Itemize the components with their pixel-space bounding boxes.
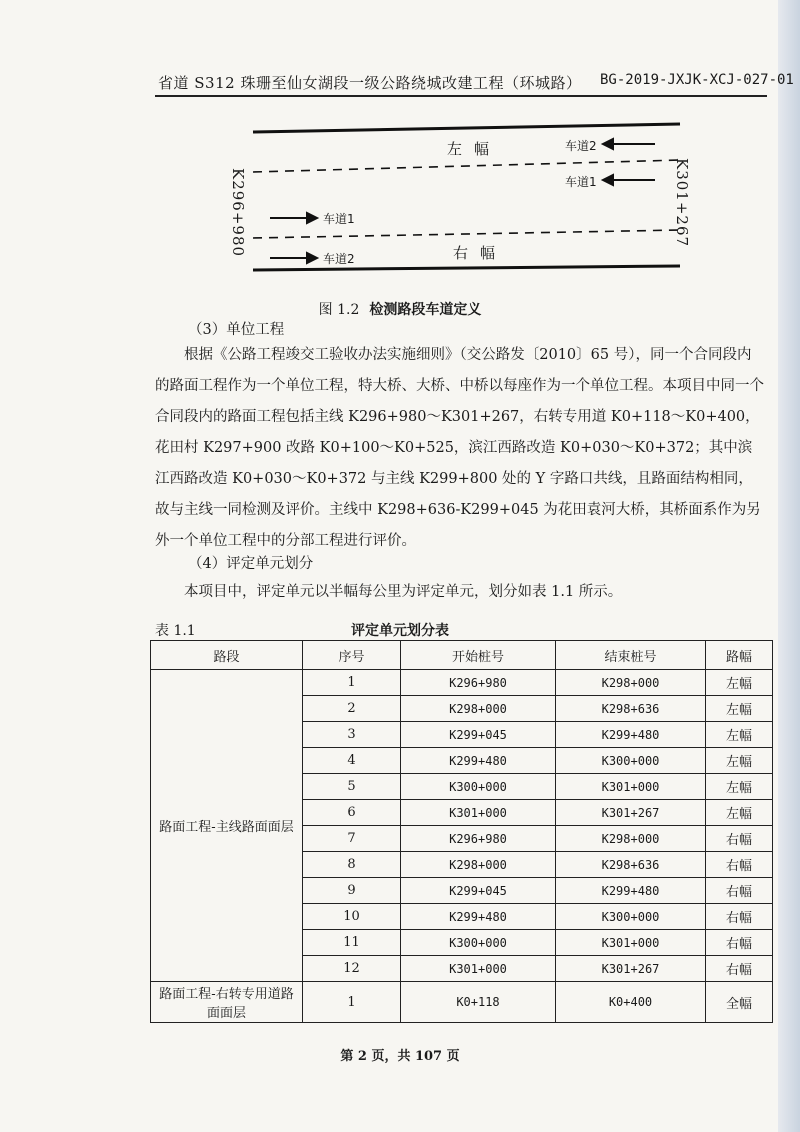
cell: 8: [303, 852, 401, 878]
table-number: 表 1.1: [155, 623, 196, 639]
cell: K298+000: [401, 696, 556, 722]
cell: 1: [303, 670, 401, 696]
col-header: 开始桩号: [401, 641, 556, 670]
cell: 左幅: [706, 696, 773, 722]
cell: 左幅: [706, 722, 773, 748]
cell: 左幅: [706, 774, 773, 800]
col-header: 结束桩号: [556, 641, 706, 670]
cell: K299+045: [401, 878, 556, 904]
cell: 全幅: [706, 982, 773, 1023]
table-title: 评定单元划分表: [351, 623, 449, 639]
cell: K0+400: [556, 982, 706, 1023]
right-side-label: 右幅: [453, 244, 508, 262]
cell: 右幅: [706, 904, 773, 930]
cell: 4: [303, 748, 401, 774]
cell: 10: [303, 904, 401, 930]
col-header: 路段: [151, 641, 303, 670]
start-stake-label: K296+980: [229, 168, 247, 258]
cell: K298+636: [556, 852, 706, 878]
cell: K296+980: [401, 670, 556, 696]
cell: 9: [303, 878, 401, 904]
cell: K300+000: [401, 774, 556, 800]
scan-edge: [778, 0, 800, 1132]
cell: 7: [303, 826, 401, 852]
cell: K300+000: [556, 904, 706, 930]
cell: 5: [303, 774, 401, 800]
cell: 右幅: [706, 878, 773, 904]
page-footer: 第 2 页，共 107 页: [340, 1049, 460, 1064]
cell: K301+000: [401, 956, 556, 982]
section-3-body: 根据《公路工程竣交工验收办法实施细则》（交公路发〔2010〕65 号），同一个合同段内的路面工程作为一个单位工程，特大桥、大桥、中桥以每座作为一个单位工程。本项目中同一个合同段内的路面工程包括主线 K296+980～K301+267，右转专用道 K0+118～K0+400，花田村 K297+900 改路 K0+100～K0+525，滨江西路改造 K0+030～K0+372；其中滨江西路改造 K0+030～K0+372 与主线 K299+800 处的 Y 字路口共线，且路面结构相同，故与主线一同检测及评价。主线中 K298+636-K299+045 为花田袁河大桥，其桥面系作为另外一个单位工程中的分部工程进行评价。: [155, 347, 764, 549]
cell: 12: [303, 956, 401, 982]
cell: 2: [303, 696, 401, 722]
cell: 3: [303, 722, 401, 748]
cell: K298+000: [556, 826, 706, 852]
section-3-heading: （3）单位工程: [188, 322, 285, 338]
lane-label-left-1: 车道1: [565, 175, 597, 189]
lane-label-right-2: 车道2: [323, 252, 355, 266]
lane-diagram: [225, 118, 705, 293]
cell: 左幅: [706, 748, 773, 774]
figure-title: 检测路段车道定义: [369, 302, 482, 318]
cell: K301+000: [556, 774, 706, 800]
evaluation-unit-table: [150, 640, 773, 1023]
cell: 左幅: [706, 800, 773, 826]
cell: K296+980: [401, 826, 556, 852]
cell: K300+000: [556, 748, 706, 774]
cell: K301+267: [556, 800, 706, 826]
cell: 左幅: [706, 670, 773, 696]
end-stake-label: K301+267: [673, 158, 691, 248]
cell: K299+480: [556, 878, 706, 904]
section-4-body: 本项目中，评定单元以半幅每公里为评定单元，划分如表 1.1 所示。: [184, 584, 623, 600]
lane-label-left-2: 车道2: [565, 139, 597, 153]
table-header-row: [151, 641, 773, 670]
section-4-heading: （4）评定单元划分: [188, 556, 314, 572]
cell: K299+480: [556, 722, 706, 748]
left-side-label: 左幅: [447, 140, 502, 158]
figure-number: 图 1.2: [318, 302, 360, 318]
cell: K300+000: [401, 930, 556, 956]
header-report-code: BG-2019-JXJK-XCJ-027-01: [600, 72, 794, 88]
cell: 右幅: [706, 826, 773, 852]
cell: 右幅: [706, 956, 773, 982]
lane-label-right-1: 车道1: [323, 212, 355, 226]
cell: 6: [303, 800, 401, 826]
table-row: [151, 982, 773, 1023]
cell: K301+000: [401, 800, 556, 826]
group-cell-right-turn: 路面工程-右转专用道路面面层: [151, 982, 303, 1023]
figure-caption: [0, 299, 800, 319]
cell: K298+000: [401, 852, 556, 878]
group-cell-mainline: 路面工程-主线路面面层: [151, 670, 303, 982]
cell: K299+480: [401, 904, 556, 930]
cell: K298+636: [556, 696, 706, 722]
table-row: [151, 670, 773, 696]
cell: K298+000: [556, 670, 706, 696]
cell: K299+045: [401, 722, 556, 748]
cell: 1: [303, 982, 401, 1023]
cell: 11: [303, 930, 401, 956]
col-header: 路幅: [706, 641, 773, 670]
cell: 右幅: [706, 852, 773, 878]
cell: 右幅: [706, 930, 773, 956]
cell: K301+267: [556, 956, 706, 982]
cell: K299+480: [401, 748, 556, 774]
header-project-title: 省道 S312 珠珊至仙女湖段一级公路绕城改建工程（环城路）: [158, 74, 582, 92]
header-divider: [155, 95, 767, 97]
col-header: 序号: [303, 641, 401, 670]
cell: K301+000: [556, 930, 706, 956]
cell: K0+118: [401, 982, 556, 1023]
